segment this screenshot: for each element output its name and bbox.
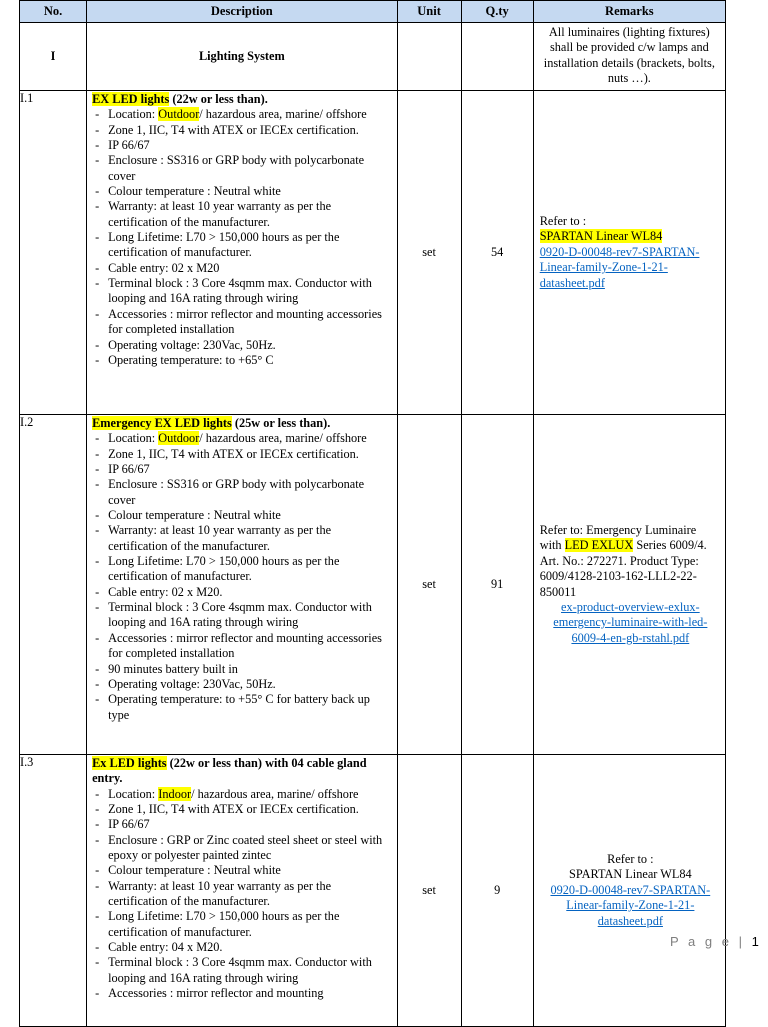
feature-item: - Long Lifetime: L70 > 150,000 hours as per the certification of manufacturer. xyxy=(92,230,392,261)
header-unit: Unit xyxy=(397,1,461,23)
feature-item: - Accessories : mirror reflector and mounting xyxy=(92,986,392,1001)
specification-table xyxy=(19,0,726,1027)
item-description xyxy=(87,91,397,415)
feature-item: - Long Lifetime: L70 > 150,000 hours as per the certification of manufacturer. xyxy=(92,909,392,940)
feature-item: - Enclosure : SS316 or GRP body with polycarbonate cover xyxy=(92,477,392,508)
header-qty: Q.ty xyxy=(461,1,533,23)
feature-item: - Cable entry: 04 x M20. xyxy=(92,940,392,955)
page-footer xyxy=(670,934,759,949)
item-unit: set xyxy=(397,755,461,1027)
section-number: I xyxy=(20,23,87,91)
feature-location: - Location: Outdoor/ hazardous area, marine/ offshore xyxy=(92,431,392,446)
feature-item: - Enclosure : GRP or Zinc coated steel sheet or steel with epoxy or polyester painted zintec xyxy=(92,833,392,864)
item-unit: set xyxy=(397,91,461,415)
section-remark: All luminaires (lighting fixtures) shall be provided c/w lamps and installation details (brackets, bolts, nuts …). xyxy=(533,23,725,91)
feature-location: - Location: Outdoor/ hazardous area, marine/ offshore xyxy=(92,107,392,122)
feature-item: - Operating voltage: 230Vac, 50Hz. xyxy=(92,677,392,692)
feature-item: - Zone 1, IIC, T4 with ATEX or IECEx certification. xyxy=(92,123,392,138)
section-unit-empty xyxy=(397,23,461,91)
feature-location: - Location: Indoor/ hazardous area, marine/ offshore xyxy=(92,787,392,802)
remark-product: SPARTAN Linear WL84 xyxy=(569,867,692,882)
item-title xyxy=(92,416,392,431)
feature-item: - Cable entry: 02 x M20 xyxy=(92,261,392,276)
remark-product-highlight: SPARTAN Linear WL84 xyxy=(539,229,663,244)
item-number: I.2 xyxy=(20,415,87,755)
table-row xyxy=(20,415,726,755)
item-unit: set xyxy=(397,415,461,755)
feature-list xyxy=(92,107,392,368)
header-description: Description xyxy=(87,1,397,23)
remark-refer: Refer to : xyxy=(539,214,587,229)
item-title-highlight: Ex LED lights xyxy=(92,756,167,770)
item-title-rest: (22w or less than). xyxy=(169,92,268,106)
remark-text: Refer to: Emergency Luminaire with LED EXLUX Series 6009/4. Art. No.: 272271. Product Type: 6009/4128-2103-162-LLL2-22-850011 xyxy=(539,523,707,599)
table-row xyxy=(20,755,726,1027)
item-title-highlight: EX LED lights xyxy=(92,92,170,106)
feature-item: - Warranty: at least 10 year warranty as per the certification of the manufacturer. xyxy=(92,879,392,910)
feature-item: - Warranty: at least 10 year warranty as per the certification of the manufacturer. xyxy=(92,523,392,554)
item-title xyxy=(92,92,392,107)
datasheet-link[interactable]: ex-product-overview-exlux-emergency-luminaire-with-led-6009-4-en-gb-rstahl.pdf xyxy=(553,599,708,645)
section-title: Lighting System xyxy=(87,23,397,91)
feature-item: - Long Lifetime: L70 > 150,000 hours as per the certification of manufacturer. xyxy=(92,554,392,585)
page-number: 1 xyxy=(751,934,759,949)
page-separator: | xyxy=(738,934,745,949)
feature-item: - Operating temperature: to +55° C for battery back up type xyxy=(92,692,392,723)
feature-item: - Enclosure : SS316 or GRP body with polycarbonate cover xyxy=(92,153,392,184)
feature-item: - Warranty: at least 10 year warranty as per the certification of the manufacturer. xyxy=(92,199,392,230)
feature-item: - Cable entry: 02 x M20. xyxy=(92,585,392,600)
datasheet-link[interactable]: 0920-D-00048-rev7-SPARTAN-Linear-family-Zone-1-21-datasheet.pdf xyxy=(539,244,700,290)
table-row xyxy=(20,91,726,415)
header-remarks: Remarks xyxy=(533,1,725,23)
feature-item: - Terminal block : 3 Core 4sqmm max. Conductor with looping and 16A rating through wiring xyxy=(92,955,392,986)
item-title-highlight: Emergency EX LED lights xyxy=(92,416,232,430)
feature-item: - IP 66/67 xyxy=(92,462,392,477)
item-number: I.3 xyxy=(20,755,87,1027)
feature-item: - Colour temperature : Neutral white xyxy=(92,863,392,878)
feature-item: - Zone 1, IIC, T4 with ATEX or IECEx certification. xyxy=(92,447,392,462)
remark-product-highlight: LED EXLUX xyxy=(564,538,634,553)
remark-refer: Refer to : xyxy=(607,852,654,867)
header-no: No. xyxy=(20,1,87,23)
table-header-row xyxy=(20,1,726,23)
feature-item: - Zone 1, IIC, T4 with ATEX or IECEx certification. xyxy=(92,802,392,817)
feature-item: - Accessories : mirror reflector and mounting accessories for completed installation xyxy=(92,631,392,662)
feature-item: - Colour temperature : Neutral white xyxy=(92,508,392,523)
item-number: I.1 xyxy=(20,91,87,415)
item-qty: 54 xyxy=(461,91,533,415)
item-title-rest: (25w or less than). xyxy=(231,416,331,430)
feature-item: - Terminal block : 3 Core 4sqmm max. Conductor with looping and 16A rating through wiring xyxy=(92,276,392,307)
feature-item: - Terminal block : 3 Core 4sqmm max. Conductor with looping and 16A rating through wiring xyxy=(92,600,392,631)
datasheet-link[interactable]: 0920-D-00048-rev7-SPARTAN-Linear-family-Zone-1-21-datasheet.pdf xyxy=(550,882,711,928)
feature-item: - Operating voltage: 230Vac, 50Hz. xyxy=(92,338,392,353)
feature-item: - Accessories : mirror reflector and mounting accessories for completed installation xyxy=(92,307,392,338)
feature-item: - Colour temperature : Neutral white xyxy=(92,184,392,199)
feature-item: - 90 minutes battery built in xyxy=(92,662,392,677)
feature-item: - Operating temperature: to +65° C xyxy=(92,353,392,368)
item-remark xyxy=(533,415,725,755)
item-title xyxy=(92,756,392,787)
item-remark xyxy=(533,755,725,1027)
feature-list xyxy=(92,787,392,1002)
item-qty: 91 xyxy=(461,415,533,755)
feature-item: - IP 66/67 xyxy=(92,138,392,153)
item-description xyxy=(87,415,397,755)
feature-item: - IP 66/67 xyxy=(92,817,392,832)
item-remark xyxy=(533,91,725,415)
section-row xyxy=(20,23,726,91)
feature-list xyxy=(92,431,392,723)
section-qty-empty xyxy=(461,23,533,91)
page-label: P a g e xyxy=(670,934,732,949)
item-qty: 9 xyxy=(461,755,533,1027)
item-description xyxy=(87,755,397,1027)
item-title-rest: (22w or less than) with 04 cable gland entry. xyxy=(92,756,367,786)
